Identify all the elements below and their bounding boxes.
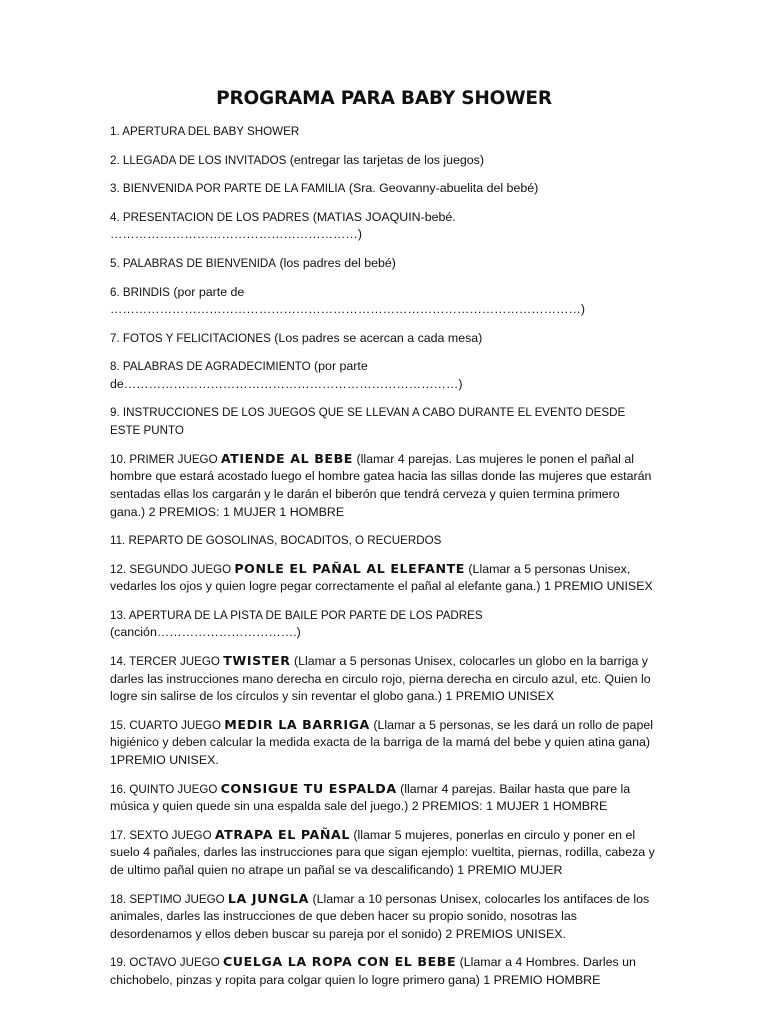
item-lead: 19. OCTAVO JUEGO: [110, 956, 223, 970]
program-item-5: [110, 254, 658, 273]
program-item-19: [110, 953, 658, 989]
program-item-2: [110, 151, 658, 170]
program-item-18: [110, 890, 658, 944]
item-lead: 18. SEPTIMO JUEGO: [110, 892, 228, 906]
item-lead: 5. PALABRAS DE BIENVENIDA: [110, 256, 277, 270]
item-game-name: ATRAPA EL PAÑAL: [214, 826, 350, 842]
item-detail: (llamar 4 parejas. Bailar hasta que pare la música y quien quede sin una espalda sale del juego.) 2 PREMIOS: 1 MUJER 1 HOMBRE: [110, 781, 631, 814]
item-detail: (Sra. Geovanny-abuelita del bebé): [345, 181, 539, 196]
program-item-1: [110, 122, 658, 141]
item-lead: 6. BRINDIS: [110, 285, 170, 299]
item-game-name: PONLE EL PAÑAL AL ELEFANTE: [234, 560, 465, 576]
item-game-name: MEDIR LA BARRIGA: [224, 716, 370, 732]
item-detail: (llamar 5 mujeres, ponerlas en circulo y poner en el suelo 4 pañales, darles las instrucciones para que sigan ejemplo: vueltita, piernas, rodilla, cabeza y de ultimo pañal quien no atrape un pañal se va descalificando) 1 PREMIO MUJER: [110, 827, 655, 877]
item-detail: (Llamar a 10 personas Unisex, colocarles los antifaces de los animales, darles las instrucciones de que deben hacer su propio sonido, nosotras las desordenamos y ellos deben buscar su pareja por el sonido) 2 PREMIOS UNISEX.: [110, 891, 650, 941]
program-item-14: [110, 652, 658, 706]
item-lead: 12. SEGUNDO JUEGO: [110, 562, 235, 576]
item-detail: (Los padres se acercan a cada mesa): [270, 330, 483, 345]
item-lead: 15. CUARTO JUEGO: [110, 718, 225, 732]
item-detail: (los padres del bebé): [276, 255, 396, 270]
item-lead: 4. PRESENTACION DE LOS PADRES: [110, 210, 310, 224]
program-item-11: [110, 531, 658, 550]
item-lead: 11. REPARTO DE GOSOLINAS, BOCADITOS, O RECUERDOS: [110, 534, 442, 548]
item-lead: 10. PRIMER JUEGO: [110, 452, 221, 466]
item-lead: 17. SEXTO JUEGO: [110, 828, 215, 842]
item-lead: 16. QUINTO JUEGO: [110, 782, 221, 796]
item-detail: (llamar 4 parejas. Las mujeres le ponen el pañal al hombre que estará acostado luego el hombre gatea hacia las sillas donde las mujeres que estarán sentadas ellas los cargarán y le darán el biberón que tendrá cerveza y quien termina primero gana.) 2 PREMIOS: 1 MUJER 1 HOMBRE: [110, 451, 652, 519]
item-detail: (por parte de ……………………………………………………………………………………………………): [110, 284, 585, 317]
program-item-6: [110, 283, 658, 319]
program-item-15: [110, 716, 658, 770]
item-game-name: LA JUNGLA: [227, 890, 310, 906]
item-detail: (Llamar a 5 personas Unisex, colocarles un globo en la barriga y darles las instrucciones mano derecha en circulo rojo, pierna derecha en circulo azul, etc. Quien lo logre sin salirse de los círculos y sin reventar el globo gana.) 1 PREMIO UNISEX: [110, 654, 651, 704]
item-lead: 7. FOTOS Y FELICITACIONES: [110, 331, 271, 345]
document-page: [110, 86, 658, 1000]
item-detail: (Llamar a 5 personas, se les dará un rollo de papel higiénico y deben calcular la medida exacta de la barriga de la mamá del bebe y quien atina gana) 1PREMIO UNISEX.: [110, 717, 653, 768]
program-item-3: [110, 179, 658, 198]
item-detail: (entregar las tarjetas de los juegos): [286, 152, 485, 167]
program-item-7: [110, 329, 658, 348]
program-item-4: [110, 208, 658, 244]
item-game-name: TWISTER: [223, 653, 291, 669]
item-game-name: CUELGA LA ROPA CON EL BEBE: [222, 954, 457, 970]
program-item-8: [110, 357, 658, 393]
program-item-16: [110, 780, 658, 816]
program-item-17: [110, 826, 658, 880]
item-detail: (MATIAS JOAQUIN-bebé. ……………………………………………………): [110, 209, 456, 242]
program-item-9: [110, 404, 658, 440]
item-lead: 1. APERTURA DEL BABY SHOWER: [110, 125, 300, 138]
item-detail: (canción…………………………….): [110, 625, 301, 640]
item-detail: (Llamar a 5 personas Unisex, vedarles los ojos y quien logre pegar correctamente el pañal al elefante gana.) 1 PREMIO UNISEX: [110, 561, 653, 594]
item-lead: 3. BIENVENIDA POR PARTE DE LA FAMILIA: [110, 182, 346, 196]
item-lead: 8. PALABRAS DE AGRADECIMIENTO: [110, 360, 311, 374]
item-lead: 14. TERCER JUEGO: [110, 655, 224, 669]
program-item-13: [110, 606, 658, 642]
item-game-name: ATIENDE AL BEBE: [220, 450, 354, 466]
item-detail: (por parte de………………………………………………………………………): [110, 359, 463, 391]
item-lead: 9. INSTRUCCIONES DE LOS JUEGOS QUE SE LLEVAN A CABO DURANTE EL EVENTO DESDE ESTE PUNTO: [110, 405, 626, 438]
document-title: PROGRAMA PARA BABY SHOWER: [216, 88, 552, 109]
item-game-name: CONSIGUE TU ESPALDA: [220, 780, 397, 796]
item-lead: 2. LLEGADA DE LOS INVITADOS: [110, 153, 287, 167]
item-lead: 13. APERTURA DE LA PISTA DE BAILE POR PARTE DE LOS PADRES: [110, 608, 483, 622]
program-item-12: [110, 560, 658, 596]
program-item-10: [110, 450, 658, 521]
item-detail: (Llamar a 4 Hombres. Darles un chichobelo, pinzas y ropita para colgar quien lo logre primero gana) 1 PREMIO HOMBRE: [110, 955, 636, 987]
